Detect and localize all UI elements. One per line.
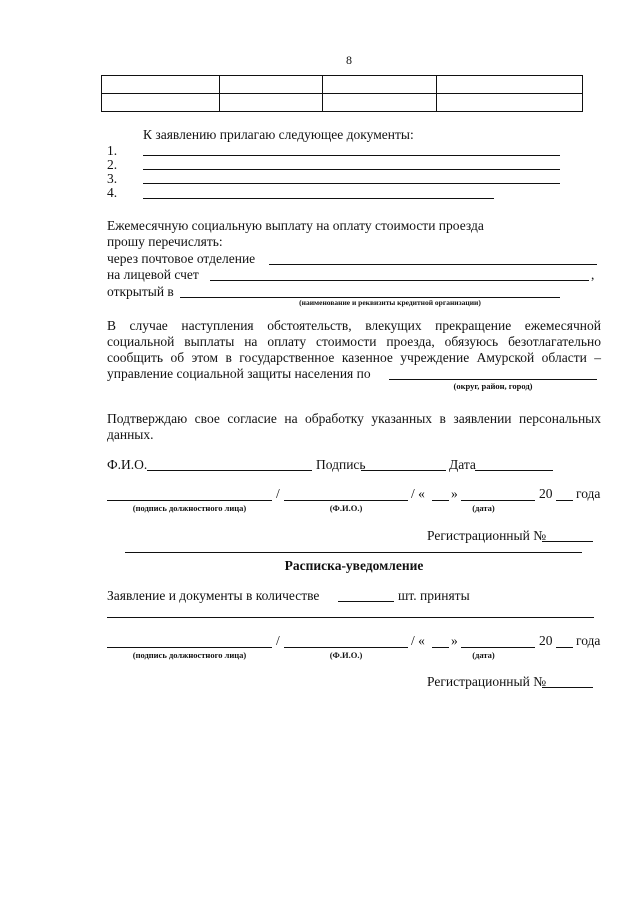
official-day-field[interactable] bbox=[432, 500, 449, 501]
official-slash: / bbox=[276, 486, 280, 501]
official-year-field[interactable] bbox=[556, 500, 573, 501]
consent-line-2: данных. bbox=[107, 427, 154, 442]
post-office-label: через почтовое отделение bbox=[107, 251, 256, 266]
official-month-field[interactable] bbox=[461, 500, 535, 501]
official-quote-close-2: » bbox=[451, 633, 458, 648]
district-field-caption: (округ, район, город) bbox=[453, 381, 533, 391]
account-label: на лицевой счет bbox=[107, 267, 199, 282]
official-fio-caption-2: (Ф.И.О.) bbox=[329, 650, 363, 660]
opened-in-label: открытый в bbox=[107, 284, 174, 299]
post-office-field[interactable] bbox=[269, 264, 597, 265]
obligation-line-4: управление социальной защиты населения по bbox=[107, 366, 371, 381]
official-slash-quote-2: / « bbox=[411, 633, 425, 648]
previous-page-table bbox=[101, 75, 583, 112]
official-fio-field[interactable] bbox=[284, 500, 408, 501]
official-signature-field-2[interactable] bbox=[107, 647, 272, 648]
official-signature-field[interactable] bbox=[107, 500, 272, 501]
receipt-title: Расписка-уведомление bbox=[284, 558, 424, 573]
official-year-prefix-2: 20 bbox=[539, 633, 553, 648]
official-signature-caption-2: (подпись должностного лица) bbox=[132, 650, 247, 660]
official-signature-caption: (подпись должностного лица) bbox=[132, 503, 247, 513]
official-quote-close: » bbox=[451, 486, 458, 501]
attachment-line-1[interactable] bbox=[143, 155, 560, 156]
signature-label: Подпись bbox=[316, 457, 366, 472]
fio-field[interactable] bbox=[147, 470, 312, 471]
attachment-line-2[interactable] bbox=[143, 169, 560, 170]
official-year-field-2[interactable] bbox=[556, 647, 573, 648]
receipt-full-line[interactable] bbox=[107, 617, 594, 618]
attachment-number-2: 2. bbox=[107, 157, 118, 172]
official-year-prefix: 20 bbox=[539, 486, 553, 501]
attachments-heading: К заявлению прилагаю следующее документы: bbox=[143, 127, 414, 142]
attachment-number-4: 4. bbox=[107, 185, 118, 200]
cut-line bbox=[125, 552, 582, 553]
account-field[interactable] bbox=[210, 280, 589, 281]
table-cell bbox=[102, 94, 220, 112]
registration-label-2: Регистрационный № bbox=[427, 674, 547, 689]
receipt-accepted-prefix: Заявление и документы в количестве bbox=[107, 588, 320, 603]
official-day-field-2[interactable] bbox=[432, 647, 449, 648]
official-slash-2: / bbox=[276, 633, 280, 648]
registration-field-2[interactable] bbox=[542, 687, 593, 688]
table-cell bbox=[437, 76, 583, 94]
district-field[interactable] bbox=[389, 379, 597, 380]
bank-field-caption: (наименование и реквизиты кредитной организации) bbox=[299, 298, 481, 307]
attachment-number-3: 3. bbox=[107, 171, 118, 186]
date-label: Дата bbox=[449, 457, 476, 472]
receipt-accepted-suffix: шт. приняты bbox=[398, 588, 470, 603]
official-fio-caption: (Ф.И.О.) bbox=[329, 503, 363, 513]
consent-line-1: Подтверждаю свое согласие на обработку указанных в заявлении персональных bbox=[107, 411, 601, 426]
attachment-number-1: 1. bbox=[107, 143, 118, 158]
registration-label-1: Регистрационный № bbox=[427, 528, 547, 543]
page-number: 8 bbox=[346, 53, 352, 67]
official-date-caption-2: (дата) bbox=[472, 650, 495, 660]
obligation-line-3: сообщить об этом в государственное казенное учреждение Амурской области – bbox=[107, 350, 601, 365]
document-count-field[interactable] bbox=[338, 601, 394, 602]
table-cell bbox=[102, 76, 220, 94]
attachment-line-3[interactable] bbox=[143, 183, 560, 184]
official-year-suffix: года bbox=[576, 486, 601, 501]
account-comma: , bbox=[591, 267, 595, 282]
table-cell bbox=[220, 94, 323, 112]
table-cell bbox=[323, 94, 437, 112]
official-date-caption: (дата) bbox=[472, 503, 495, 513]
official-month-field-2[interactable] bbox=[461, 647, 535, 648]
payment-text-line-2: прошу перечислять: bbox=[107, 234, 223, 249]
obligation-line-2: социальной выплаты на оплату стоимости проезда, обязуюсь безотлагательно bbox=[107, 334, 601, 349]
table-cell bbox=[437, 94, 583, 112]
table-cell bbox=[220, 76, 323, 94]
date-field[interactable] bbox=[475, 470, 553, 471]
registration-field-1[interactable] bbox=[542, 541, 593, 542]
fio-label: Ф.И.О. bbox=[107, 457, 148, 472]
attachment-line-4[interactable] bbox=[143, 198, 494, 199]
official-slash-quote: / « bbox=[411, 486, 425, 501]
obligation-line-1: В случае наступления обстоятельств, влекущих прекращение ежемесячной bbox=[107, 318, 601, 333]
payment-text-line-1: Ежемесячную социальную выплату на оплату стоимости проезда bbox=[107, 218, 484, 233]
signature-field[interactable] bbox=[361, 470, 446, 471]
table-cell bbox=[323, 76, 437, 94]
official-fio-field-2[interactable] bbox=[284, 647, 408, 648]
official-year-suffix-2: года bbox=[576, 633, 601, 648]
